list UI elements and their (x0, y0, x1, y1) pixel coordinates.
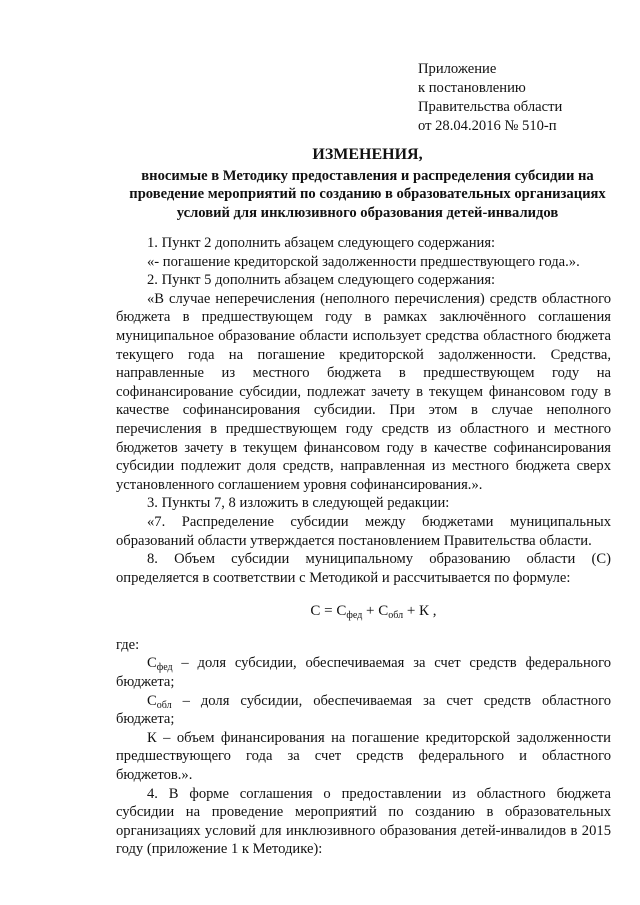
paragraph: К – объем финансирования на погашение кредиторской задолженности предшествующего года за счет средств федерального и областного бюджетов.». (116, 729, 611, 784)
document-body (116, 234, 611, 859)
paragraph: 3. Пункты 7, 8 изложить в следующей редакции: (147, 495, 450, 512)
definition-subscript: обл (156, 699, 172, 711)
definition-symbol: С (147, 655, 157, 672)
formula-lhs: С = С (310, 603, 347, 620)
document-subtitle: вносимые в Методику предоставления и распределения субсидии на проведение мероприятий по созданию в образовательных организациях условий для инклюзивного образования детей-инвалидов (129, 167, 606, 221)
appendix-date-number: от 28.04.2016 № 510-п (418, 118, 557, 134)
paragraph: 8. Объем субсидии муниципальному образованию области (С) определяется в соответствии с Методикой и рассчитывается по формуле: (116, 551, 611, 586)
definition-item (116, 692, 611, 729)
paragraph: «7. Распределение субсидии между бюджетами муниципальных образований области утверждается постановлением Правительства области. (116, 513, 611, 549)
where-label: где: (116, 636, 140, 653)
definition-text: – доля субсидии, обеспечиваемая за счет средств федерального бюджета; (116, 655, 611, 691)
paragraph: 2. Пункт 5 дополнить абзацем следующего содержания: (147, 272, 496, 289)
paragraph: 1. Пункт 2 дополнить абзацем следующего содержания: (147, 235, 496, 251)
formula-tail: + К , (403, 603, 437, 620)
document-heading (120, 146, 615, 222)
definition-item (116, 654, 611, 691)
formula-plus: + С (362, 603, 389, 620)
subsidy-formula (116, 602, 611, 621)
document-title: ИЗМЕНЕНИЯ, (312, 146, 423, 163)
formula-sub-fed: фед (346, 610, 363, 622)
formula-sub-obl: обл (388, 610, 404, 622)
appendix-line: Правительства области (418, 99, 563, 115)
paragraph: «- погашение кредиторской задолженности предшествующего года.». (147, 253, 580, 270)
paragraph: 4. В форме соглашения о предоставлении из областного бюджета субсидии на проведение мероприятий по созданию в образовательных организациях условий для инклюзивного образования детей-инвалидов в 2015 году (приложение 1 к Методике): (116, 785, 611, 858)
appendix-reference (418, 60, 633, 136)
definition-subscript: фед (156, 662, 173, 674)
appendix-line: Приложение (418, 61, 497, 77)
definition-text: – доля субсидии, обеспечиваемая за счет средств областного бюджета; (116, 692, 611, 728)
definition-symbol: С (147, 692, 157, 709)
paragraph: «В случае неперечисления (неполного перечисления) средств областного бюджета в предшествующем году в рамках заключённого соглашения муниципальное образование области использует средства областного бюджета текущего года на погашение кредиторской задолженности. Средства, направленные из местного бюджета в предшествующем году на софинансирование субсидии, подлежат зачету в текущем финансовом году в качестве софинансирования субсидии. При этом в случае неполного перечисления в предшествующем году средств из областного и местного бюджетов зачету в текущем финансовом году в качестве софинансирования субсидии подлежит доля средств, направленная из местного бюджета сверх установленного соглашением уровня софинансирования.». (116, 290, 611, 493)
appendix-line: к постановлению (418, 80, 526, 96)
